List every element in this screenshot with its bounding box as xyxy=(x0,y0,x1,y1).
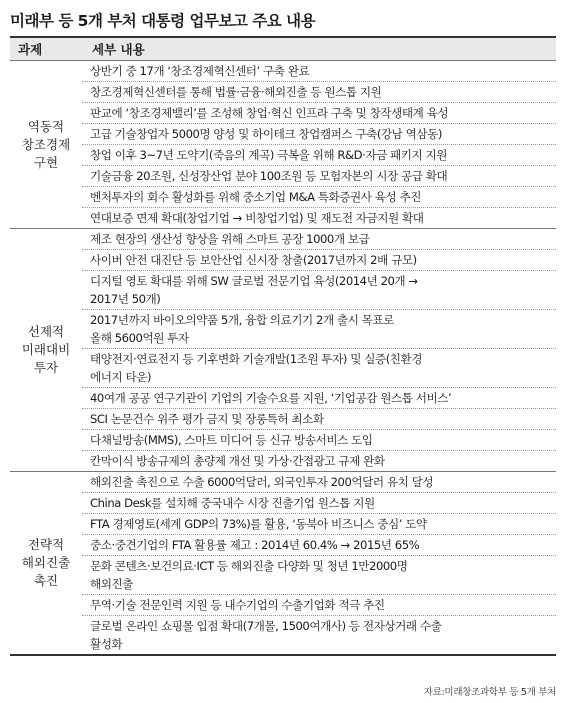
detail-line: FTA 경제영토(세계 GDP의 73%)를 활용, ‘동북아 비즈니스 중심’ 도약 xyxy=(90,517,427,531)
detail-item xyxy=(82,388,556,409)
detail-item xyxy=(82,493,556,514)
detail-line: 디지털 영토 확대를 위해 SW 글로벌 전문기업 육성(2014년 20개 → xyxy=(90,274,418,288)
detail-line: 기술금융 20조원, 신성장산업 분야 100조원 등 모험자본의 시장 공급 확대 xyxy=(90,169,448,183)
group-items xyxy=(82,472,556,654)
table-group xyxy=(10,61,556,229)
group-category xyxy=(10,61,82,228)
detail-line: 중소·중견기업의 FTA 활용률 제고 : 2014년 60.4% → 2015년 65% xyxy=(90,538,420,552)
category-line: 구현 xyxy=(33,154,59,170)
detail-item xyxy=(82,124,556,145)
table-body xyxy=(10,61,556,656)
detail-line: 창조경제혁신센터를 통해 법률·금융·해외진출 등 원스톱 지원 xyxy=(90,85,382,99)
detail-line: 칸막이식 방송규제의 총량제 개선 및 가상·간접광고 규제 완화 xyxy=(90,454,385,468)
category-line: 해외진출 xyxy=(21,555,71,570)
detail-item xyxy=(82,250,556,271)
detail-item xyxy=(82,556,556,595)
detail-line: 다채널방송(MMS), 스마트 미디어 등 신규 방송서비스 도입 xyxy=(90,433,373,447)
source-note: 자료:미래창조과학부 등 5개 부처 xyxy=(423,687,556,698)
detail-item xyxy=(82,595,556,616)
header-category: 과제 xyxy=(18,42,43,57)
detail-item xyxy=(82,229,556,250)
detail-line: 판교에 ‘창조경제밸리’를 조성해 창업·혁신 인프라 구축 및 창작생태계 육성 xyxy=(90,106,449,120)
detail-item xyxy=(82,103,556,124)
page-title: 미래부 등 5개 부처 대통령 업무보고 주요 내용 xyxy=(10,12,316,30)
detail-line: 사이버 안전 대진단 등 보안산업 신시장 창출(2017년까지 2배 규모) xyxy=(90,253,417,267)
report-table xyxy=(10,36,556,656)
group-items xyxy=(82,61,556,228)
category-line: 전략적 xyxy=(27,537,65,552)
detail-item xyxy=(82,472,556,493)
detail-line: 상반기 중 17개 ‘창조경제혁신센터’ 구축 완료 xyxy=(90,64,310,78)
category-line: 창조경제 xyxy=(21,136,71,152)
category-line: 촉진 xyxy=(33,573,59,588)
detail-line: 올해 5600억원 투자 xyxy=(90,331,189,345)
detail-line: 무역·기술 전문인력 지원 등 내수기업의 수출기업화 적극 추진 xyxy=(90,598,385,612)
detail-line: 고급 기술창업자 5000명 양성 및 하이테크 창업캠퍼스 구축(강남 역삼동) xyxy=(90,127,442,141)
detail-line: 40여개 공공 연구기관이 기업의 기술수요를 지원, ‘기업공감 원스톱 서비스’ xyxy=(90,391,452,405)
category-line: 역동적 xyxy=(27,118,65,134)
detail-item xyxy=(82,616,556,654)
detail-line: China Desk를 설치해 중국내수 시장 진출기업 원스톱 지원 xyxy=(90,496,375,510)
detail-item xyxy=(82,187,556,208)
detail-line: 에너지 타운) xyxy=(90,370,152,384)
category-line: 선제적 xyxy=(27,324,65,339)
detail-line: 2017년 50개) xyxy=(90,292,161,306)
detail-item xyxy=(82,349,556,388)
table-group xyxy=(10,229,556,472)
detail-item xyxy=(82,271,556,310)
detail-line: SCI 논문건수 위주 평가 금지 및 장롱특허 최소화 xyxy=(90,412,324,426)
category-line: 투자 xyxy=(33,360,59,375)
detail-line: 해외진출 촉진으로 수출 6000억달러, 외국인투자 200억달러 유치 달성 xyxy=(90,475,434,489)
detail-line: 창업 이후 3~7년 도약기(죽음의 계곡) 극복을 위해 R&D·자금 패키지 지원 xyxy=(90,148,448,162)
detail-line: 태양전지·연료전지 등 기후변화 기술개발(1조원 투자) 및 실증(친환경 xyxy=(90,352,423,366)
group-category xyxy=(10,472,82,654)
detail-line: 제조 현장의 생산성 향상을 위해 스마트 공장 1000개 보급 xyxy=(90,232,370,246)
detail-item xyxy=(82,145,556,166)
detail-item xyxy=(82,451,556,471)
detail-line: 해외진출 xyxy=(90,577,133,591)
detail-line: 2017년까지 바이오의약품 5개, 융합 의료기기 2개 출시 목표로 xyxy=(90,313,394,327)
group-items xyxy=(82,229,556,471)
detail-item xyxy=(82,409,556,430)
detail-item xyxy=(82,535,556,556)
table-header xyxy=(10,36,556,61)
detail-item xyxy=(82,430,556,451)
detail-item xyxy=(82,208,556,228)
category-line: 미래대비 xyxy=(21,342,71,357)
detail-item xyxy=(82,166,556,187)
table-group xyxy=(10,472,556,656)
detail-item xyxy=(82,61,556,82)
detail-line: 활성화 xyxy=(90,637,123,651)
detail-item xyxy=(82,514,556,535)
detail-line: 글로벌 온라인 쇼핑몰 입점 확대(7개몰, 1500여개사) 등 전자상거래 수출 xyxy=(90,619,442,633)
detail-item xyxy=(82,82,556,103)
detail-line: 연대보증 면제 확대(창업기업 → 비창업기업) 및 재도전 자금지원 확대 xyxy=(90,211,424,225)
group-category xyxy=(10,229,82,471)
detail-line: 벤처투자의 회수 활성화를 위해 중소기업 M&A 특화증권사 육성 추진 xyxy=(90,190,421,204)
header-detail: 세부 내용 xyxy=(92,42,145,57)
detail-item xyxy=(82,310,556,349)
detail-line: 문화 콘텐츠·보건의료·ICT 등 해외진출 다양화 및 청년 1만2000명 xyxy=(90,559,408,573)
